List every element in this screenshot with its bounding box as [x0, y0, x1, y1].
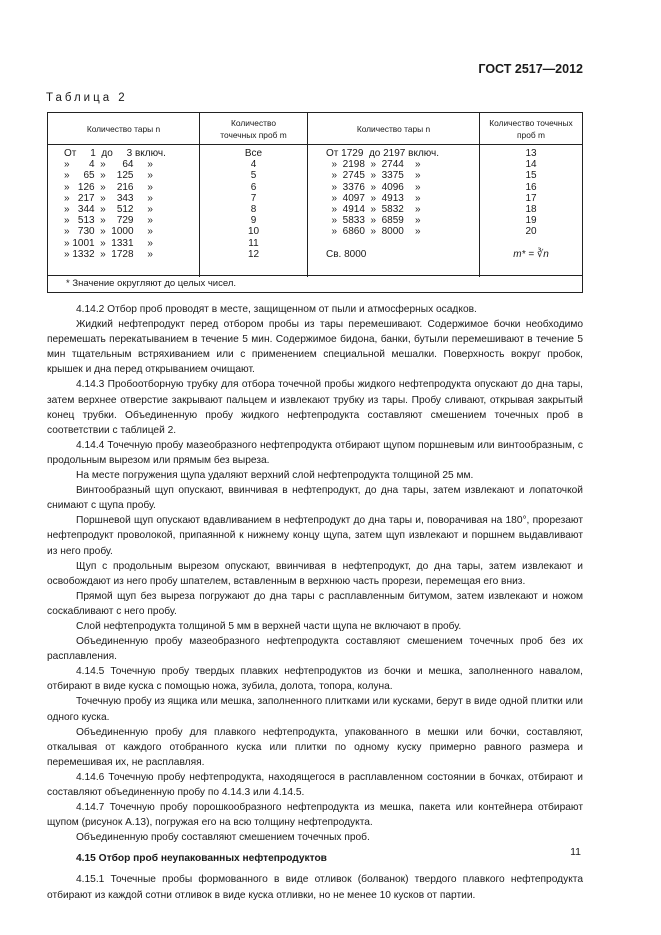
- tara-2-cell: » 3376 » 4096 »: [326, 181, 421, 193]
- proby-2-cell: 17: [525, 192, 537, 204]
- tara-1-cell: » 65 » 125 »: [64, 170, 153, 182]
- tara-1-cell: » 1332 » 1728 »: [64, 248, 153, 260]
- tara-2-cell: [326, 238, 479, 249]
- proby-1-cell: 4: [250, 159, 257, 171]
- proby-2-cell: m* = ∛n: [513, 248, 549, 260]
- paragraph: Объединенную пробу составляют смешением точечных проб.: [76, 832, 370, 844]
- col-proby-2: [480, 145, 582, 277]
- paragraph: 4.14.7 Точечную пробу порошкообразного нефтепродукта из мешка, пакета или контейнера отбирают щупом (рисунок А.13), погружая его на всю толщину нефтепродукта.: [47, 802, 583, 829]
- proby-1-cell: 12: [247, 248, 260, 260]
- paragraph: Точечную пробу из ящика или мешка, заполненного плитками или кусками, берут в виде одной плитки или одного куска.: [47, 696, 583, 723]
- paragraph: 4.14.4 Точечную пробу мазеобразного нефтепродукта отбирают щупом поршневым или винтообразным, с продольным вырезом или прямым без выреза.: [47, 439, 583, 466]
- proby-1-cell: 10: [247, 226, 260, 238]
- tara-2-cell: » 6860 » 8000 »: [326, 226, 421, 238]
- tara-2-cell: » 2198 » 2744 »: [326, 159, 421, 171]
- header-tara-2: Количество тары n: [308, 113, 480, 145]
- proby-2-cell: 18: [525, 203, 537, 215]
- table-2: [47, 112, 583, 293]
- tara-2-cell: » 4914 » 5832 »: [326, 203, 421, 215]
- header-proby-2: Количество точечных проб m: [480, 113, 582, 145]
- paragraph: Объединенную пробу мазеобразного нефтепродукта составляют смешением точечных проб без их расплавления.: [47, 636, 583, 663]
- paragraph: Объединенную пробу для плавкого нефтепродукта, упакованного в мешки или бочки, составляют, откалывая от каждого отобранного куска или плитки по одному куску примерно равного размера и перемешивая их, не расплавляя.: [47, 726, 583, 768]
- paragraph: 4.14.2 Отбор проб проводят в месте, защищенном от пыли и атмосферных осадков.: [76, 304, 477, 315]
- tara-1-cell: » 730 » 1000 »: [64, 226, 153, 238]
- paragraph: Щуп с продольным вырезом опускают, ввинчивая в нефтепродукт, до дна тары, затем извлекают и освобождают из него пробу шпателем, вставленным в верхнюю часть прорези, перемещая его вниз.: [47, 560, 583, 587]
- paragraph: 4.15.1 Точечные пробы формованного в виде отливок (болванок) твердого плавкого нефтепродукта отбирают из каждой сотни отливок в виде куска отливки, но не менее 10 кусков от партии.: [47, 874, 583, 901]
- col-proby-1: [200, 145, 308, 277]
- header-proby-1: Количество точечных проб m: [200, 113, 308, 145]
- table-caption: Таблица 2: [46, 92, 128, 104]
- tara-2-cell: Св. 8000: [326, 248, 367, 260]
- paragraph: 4.14.6 Точечную пробу нефтепродукта, находящегося в расплавленном состоянии в бочках, отбирают и составляют объединенную пробу по 4.14.3 или 4.14.5.: [47, 771, 583, 798]
- paragraph: 4.14.3 Пробоотборную трубку для отбора точечной пробы жидкого нефтепродукта опускают до дна тары, затем верхнее отверстие закрывают пальцем и извлекают трубку из тары. Пробу сливают, открывая закрытый конец трубки. Объединенную пробу жидкого нефтепродукта составляют смешением точечных проб в соответствии с таблицей 2.: [47, 379, 583, 436]
- paragraph: Винтообразный щуп опускают, ввинчивая в нефтепродукт, до дна тары, затем извлекают и лопаточкой снимают с щупа пробу.: [47, 485, 583, 512]
- proby-2-cell: [480, 238, 582, 249]
- tara-1-cell: » 126 » 216 »: [64, 181, 153, 193]
- page-number: 11: [570, 846, 581, 858]
- tara-2-cell: » 2745 » 3375 »: [326, 170, 421, 182]
- body-text: [47, 302, 583, 903]
- proby-2-cell: 20: [525, 226, 537, 238]
- tara-1-cell: » 4 » 64 »: [64, 159, 153, 171]
- proby-2-cell: 16: [525, 181, 537, 193]
- proby-1-cell: 11: [248, 237, 259, 249]
- section-heading: 4.15 Отбор проб неупакованных нефтепродуктов: [76, 853, 327, 865]
- proby-1-cell: 9: [250, 215, 257, 227]
- proby-2-cell: 19: [525, 215, 537, 227]
- paragraph: Слой нефтепродукта толщиной 5 мм в верхней части щупа не включают в пробу.: [76, 620, 462, 632]
- proby-2-cell: 13: [525, 148, 537, 159]
- tara-1-cell: » 513 » 729 »: [64, 215, 153, 227]
- tara-1-cell: » 217 » 343 »: [64, 192, 153, 204]
- paragraph: Прямой щуп без выреза погружают до дна тары с расплавленным битумом, затем извлекают и ножом соскабливают с него пробу.: [47, 590, 583, 617]
- proby-1-cell: 5: [250, 170, 257, 182]
- proby-1-cell: 7: [250, 192, 257, 204]
- paragraph: Поршневой щуп опускают вдавливанием в нефтепродукт до дна тары и, поворачивая на 180°, прорезают нефтепродукт проволокой, припаянной к нижнему концу щупа, затем щуп извлекают и поршнем выдавливают из него пробу.: [47, 515, 583, 557]
- paragraph: 4.14.5 Точечную пробу твердых плавких нефтепродуктов из бочки и мешка, заполненного навалом, отбирают в виде куска с помощью ножа, зубила, долота, топора, колуна.: [47, 666, 583, 693]
- tara-1-cell: » 1001 » 1331 »: [64, 237, 153, 249]
- tara-2-cell: » 4097 » 4913 »: [326, 192, 421, 204]
- proby-1-cell: Все: [244, 148, 263, 159]
- proby-1-cell: 6: [250, 181, 257, 193]
- document-header: ГОСТ 2517—2012: [478, 62, 583, 76]
- table-footnote: * Значение округляют до целых чисел.: [48, 275, 582, 292]
- tara-1-cell: » 344 » 512 »: [64, 203, 153, 215]
- col-tara-2: [308, 145, 480, 277]
- proby-2-cell: 15: [525, 170, 537, 182]
- header-tara-1: Количество тары n: [48, 113, 200, 145]
- paragraph: Жидкий нефтепродукт перед отбором пробы из тары перемешивают. Содержимое бочки необходимо перемешать перекатыванием в течение 5 мин. Содержимое бидона, банки, бутыли перемешивают в течение 5 мин тщательным встряхиванием или с применением специальной мешалки. Поверхность вокруг пробок, крышек и дна перед открыванием очищают.: [47, 319, 583, 376]
- paragraph: На месте погружения щупа удаляют верхний слой нефтепродукта толщиной 25 мм.: [76, 470, 474, 482]
- tara-2-cell: » 5833 » 6859 »: [326, 215, 421, 227]
- col-tara-1: [48, 145, 200, 277]
- tara-2-cell: От 1729 до 2197 включ.: [326, 148, 440, 159]
- proby-1-cell: 8: [250, 203, 257, 215]
- tara-1-cell: От 1 до 3 включ.: [64, 148, 166, 159]
- proby-2-cell: 14: [525, 159, 537, 171]
